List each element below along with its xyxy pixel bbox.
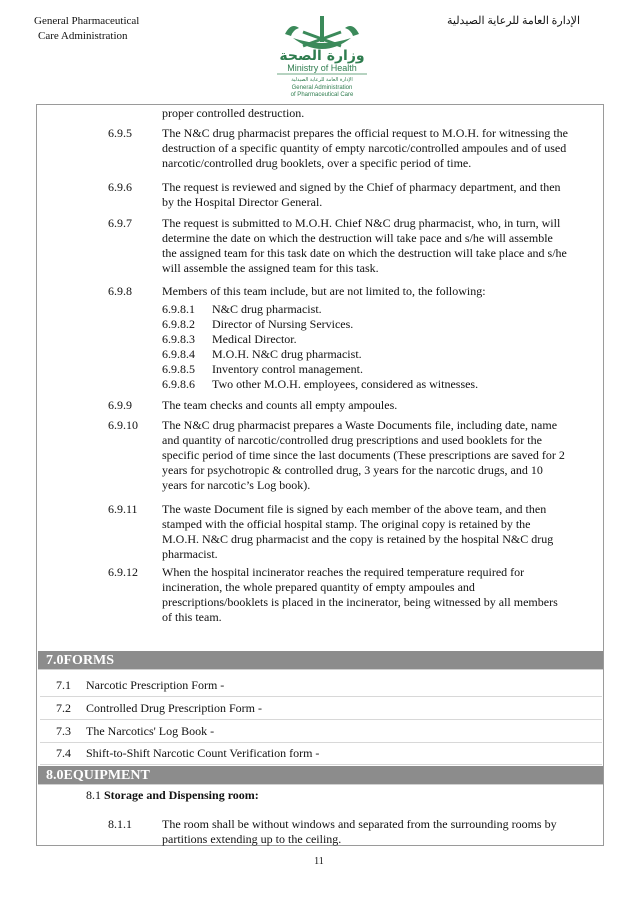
item-line: prescriptions/booklets is placed in the incinerator, being witnessed by all members — [162, 595, 558, 609]
logo-sub-english-1: General Administration — [291, 85, 353, 91]
item-line: pharmacist. — [162, 547, 218, 561]
item-text — [162, 502, 602, 562]
item-line: narcotic/controlled drug booklets, over a specific period of time. — [162, 156, 472, 170]
item-text — [162, 418, 602, 493]
subitem-text: Medical Director. — [212, 332, 297, 346]
header-left — [34, 14, 139, 44]
item-line: M.O.H. N&C drug pharmacist and the copy is retained by the hospital N&C drug — [162, 532, 554, 546]
item-number: 6.9.9 — [108, 398, 132, 412]
item-number: 6.9.10 — [108, 418, 138, 432]
form-row — [40, 697, 602, 720]
item-line: The N&C drug pharmacist prepares a Waste Documents file, including date, name — [162, 418, 558, 432]
section-heading-forms: 7.0FORMS — [38, 651, 603, 670]
subitem-number: 6.9.8.3 — [162, 332, 195, 346]
subitem-text: Inventory control management. — [212, 362, 363, 376]
subsection-number: 8.1 — [86, 788, 101, 802]
item-line: The N&C drug pharmacist prepares the official request to M.O.H. for witnessing the — [162, 126, 569, 140]
form-number: 7.2 — [56, 701, 71, 715]
item-line: determine the date on which the destruction will take pace and s/he will assemble — [162, 231, 553, 245]
item-text — [162, 126, 602, 171]
form-row — [40, 720, 602, 743]
logo-sub-english-2: of Pharmaceutical Care — [290, 92, 354, 98]
form-title: Shift-to-Shift Narcotic Count Verification form - — [86, 746, 320, 760]
item-line: stamped with the official hospital stamp. The original copy is retained by the — [162, 517, 531, 531]
form-title: Narcotic Prescription Form - — [86, 678, 225, 692]
ministry-emblem-icon — [263, 12, 381, 102]
item-line: The request is submitted to M.O.H. Chief N&C drug pharmacist, who, in turn, will — [162, 216, 561, 230]
item-line: The waste Document file is signed by each member of the above team, and then — [162, 502, 547, 516]
item-number: 6.9.6 — [108, 180, 132, 194]
subitem-number: 6.9.8.1 — [162, 302, 195, 316]
item-text — [162, 216, 602, 276]
item-line: specific period of time since the last documents (These prescriptions are saved for 2 — [162, 448, 565, 462]
subitem-text: N&C drug pharmacist. — [212, 302, 322, 316]
item-line: When the hospital incinerator reaches the required temperature required for — [162, 565, 525, 579]
item-number: 8.1.1 — [108, 817, 132, 831]
form-row — [40, 742, 602, 765]
subitem-number: 6.9.8.4 — [162, 347, 195, 361]
form-number: 7.3 — [56, 724, 71, 738]
subitem-text: Two other M.O.H. employees, considered as witnesses. — [212, 377, 479, 391]
item-number: 6.9.8 — [108, 284, 132, 298]
item-text — [162, 180, 602, 210]
form-title: The Narcotics' Log Book - — [86, 724, 215, 738]
continuation-text: proper controlled destruction. — [162, 106, 305, 120]
item-number: 6.9.12 — [108, 565, 138, 579]
form-row — [40, 674, 602, 697]
form-number: 7.1 — [56, 678, 71, 692]
form-title: Controlled Drug Prescription Form - — [86, 701, 262, 715]
item-line: incineration, the whole prepared quantity of empty ampoules and — [162, 580, 475, 594]
subitem-text: M.O.H. N&C drug pharmacist. — [212, 347, 362, 361]
item-line: The room shall be without windows and separated from the surrounding rooms by — [162, 817, 557, 831]
logo-english-name: Ministry of Health — [287, 63, 357, 73]
item-line: partitions extending up to the ceiling. — [162, 832, 342, 846]
header-arabic-title: الإدارة العامة للرعاية الصيدلية — [446, 15, 580, 27]
item-text — [162, 565, 602, 625]
item-number: 6.9.5 — [108, 126, 132, 140]
item-line: years for psychotropic & controlled drug, 3 years for the narcotic drugs, and 10 — [162, 463, 543, 477]
item-number: 6.9.11 — [108, 502, 138, 516]
subitem-number: 6.9.8.2 — [162, 317, 195, 331]
item-line: The request is reviewed and signed by the Chief of pharmacy department, and then — [162, 180, 561, 194]
subsection-title: Storage and Dispensing room: — [104, 788, 259, 802]
item-line: by the Hospital Director General. — [162, 195, 323, 209]
subitem-number: 6.9.8.6 — [162, 377, 195, 391]
section-heading-equipment: 8.0EQUIPMENT — [38, 766, 603, 785]
item-text — [162, 284, 602, 299]
header-org-line2: Care Administration — [38, 30, 128, 42]
subitem-number: 6.9.8.5 — [162, 362, 195, 376]
item-text — [162, 817, 602, 847]
ministry-logo — [263, 12, 381, 102]
item-number: 6.9.7 — [108, 216, 132, 230]
item-line: destruction of a specific quantity of empty narcotic/controlled ampoules and of used — [162, 141, 567, 155]
item-line: Members of this team include, but are not limited to, the following: — [162, 284, 486, 298]
item-line: years for narcotic’s Log book). — [162, 478, 311, 492]
logo-sub-arabic: الإدارة العامة للرعاية الصيدلية — [291, 77, 353, 83]
subitem-text: Director of Nursing Services. — [212, 317, 354, 331]
form-number: 7.4 — [56, 746, 71, 760]
subsection-heading — [86, 788, 259, 803]
item-line: The team checks and counts all empty ampoules. — [162, 398, 398, 412]
item-line: of this team. — [162, 610, 222, 624]
logo-arabic-name: وزارة الصحة — [279, 48, 365, 64]
header-org-line1: General Pharmaceutical — [34, 15, 140, 27]
item-text — [162, 398, 602, 413]
item-line: the assigned team for this task date on which the destruction will take place and s/he — [162, 246, 567, 260]
page-number: 11 — [314, 856, 324, 867]
item-line: will assemble the assigned team for this task. — [162, 261, 379, 275]
item-line: and quantity of narcotic/controlled drug prescriptions and used booklets for the — [162, 433, 542, 447]
